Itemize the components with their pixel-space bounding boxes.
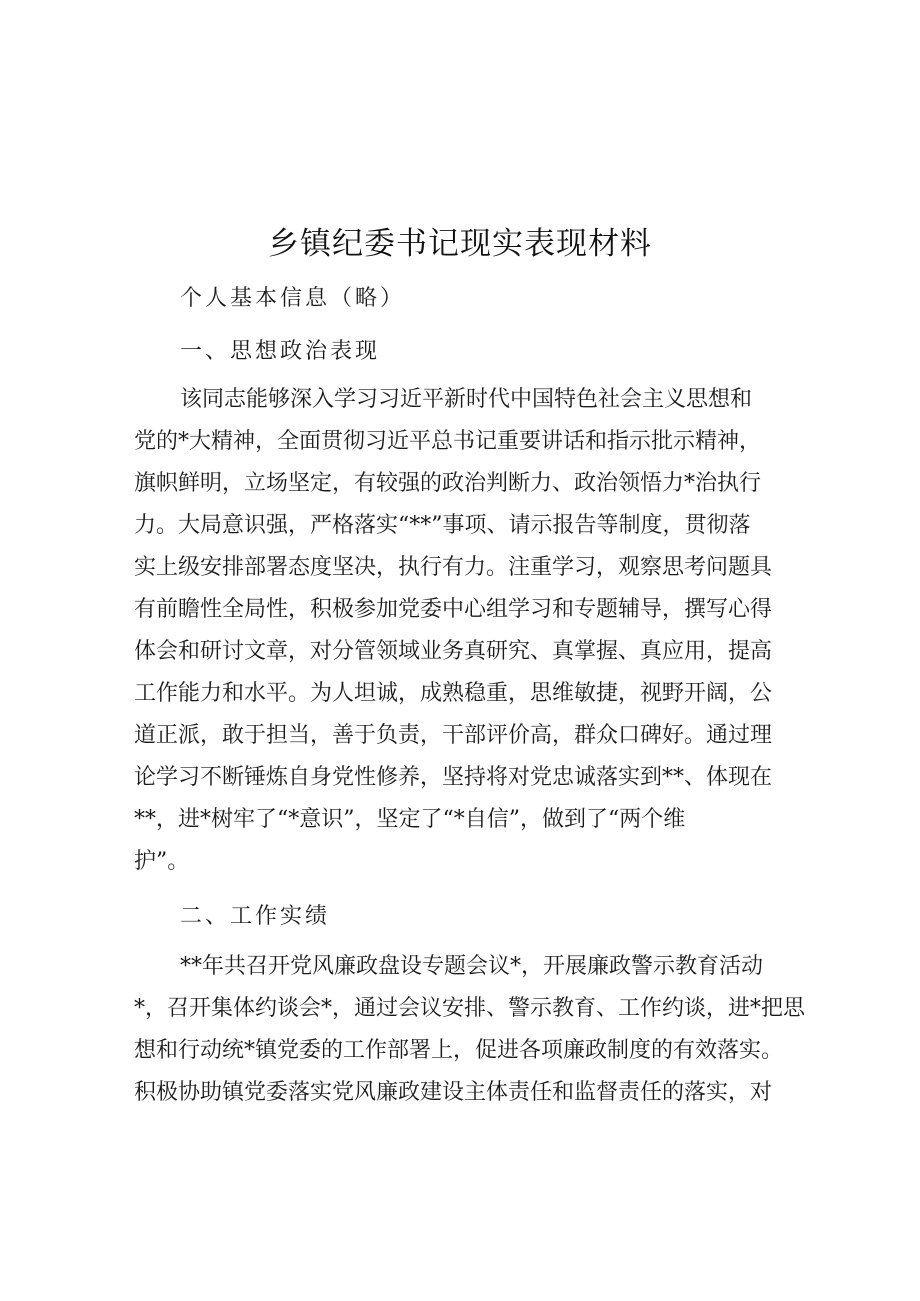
section1-line: **，进*树牢了“*意识”，坚定了“*自信”，做到了“两个维 — [134, 807, 686, 832]
section2-line: 积极协助镇党委落实党风廉政建设主体责任和监督责任的落实，对 — [134, 1080, 773, 1105]
document-title: 乡镇纪委书记现实表现材料 — [268, 226, 652, 262]
section1-line: 体会和研讨文章，对分管领域业务真研究、真掌握、真应用，提高 — [134, 639, 773, 664]
section1-line: 该同志能够深入学习习近平新时代中国特色社会主义思想和 — [180, 387, 753, 412]
section1-heading: 一、思想政治表现 — [180, 339, 381, 364]
section2-heading: 二、工作实绩 — [180, 904, 331, 929]
section1-line: 论学习不断锤炼自身党性修养，坚持将对党忠诚落实到**、体现在 — [134, 765, 773, 790]
section1-line: 力。大局意识强，严格落实“**”事项、请示报告等制度，贯彻落 — [134, 513, 751, 538]
section1-line: 旗帜鲜明，立场坚定，有较强的政治判断力、政治领悟力*治执行 — [134, 471, 762, 496]
section1-line: 党的*大精神，全面贯彻习近平总书记重要讲话和指示批示精神， — [134, 429, 762, 454]
section1-line: 有前瞻性全局性，积极参加党委中心组学习和专题辅导，撰写心得 — [134, 597, 773, 622]
section1-line: 工作能力和水平。为人坦诚，成熟稳重，思维敏捷，视野开阔，公 — [134, 681, 773, 706]
section1-line: 实上级安排部署态度坚决，执行有力。注重学习，观察思考问题具 — [134, 555, 773, 580]
section1-line: 道正派，敢于担当，善于负责，干部评价高，群众口碑好。通过理 — [134, 723, 773, 748]
section1-line: 护”。 — [134, 849, 190, 874]
section2-line: 想和行动统*镇党委的工作部署上，促进各项廉政制度的有效落实。 — [134, 1038, 784, 1063]
basic-info-line: 个人基本信息（略） — [180, 286, 406, 311]
section2-line: *，召开集体约谈会*，通过会议安排、警示教育、工作约谈，进*把思 — [134, 996, 806, 1021]
section2-line: **年共召开党风廉政盘设专题会议*，开展廉政警示教育活动 — [180, 954, 764, 979]
